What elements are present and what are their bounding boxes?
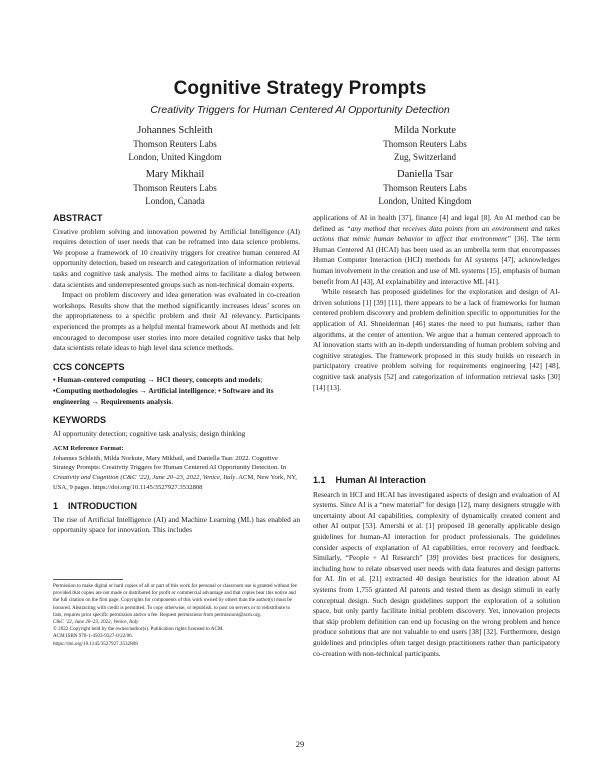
ccs-separator: ;: [260, 375, 263, 385]
footnote-venue: C&C ’22, June 20–23, 2022, Venice, Italy: [53, 619, 139, 626]
abstract-paragraph: Impact on problem discovery and idea generation was evaluated in co-creation workshops. Results show that the method significantly increases ideas’ scores on the appropriateness to a specific problem and their AI relevancy. Participants experienced the prompts as a helpful mental framework about AI methods and felt encouraged to decompose user stories into more detailed cognitive tasks that help data scientists relate ideas to high level data science methods.: [53, 290, 300, 353]
ccs-separator: ;: [214, 385, 219, 395]
subsection-paragraph: Research in HCI and HCAI has investigated aspects of design and evaluation of AI systems. Since AI is a “new material” for design [12], many designers struggle with uncertainty about AI capabilities, complexity of dynamically created content and other AI output [53]. Amershi et al. [1] proposed 18 generally applicable design guidelines for human-AI interaction for product professionals. The guidelines consider aspects of explanation of AI capabilities, error recovery and feedback. Similarly, “People + AI Research” [39] provides best practices for designers, including how to relate observed user needs with data features and design patterns for AI. Jin et al. [21] extracted 40 design heuristics for the ideation about AI systems from 1,755 granted AI patents and tested them as design stimuli in early conceptual design. Such design guidelines support the exploration of a solution space, but only partly facilitate initial problem discovery. Yet, innovation projects that skip problem definition can end up focusing on the wrong problem and hence produce solutions that are not valuable to end users [38] [32]. Furthermore, design guidelines and principles often target design practitioners rather than participatory co-creation with non-technical participants.: [313, 489, 560, 658]
section-title: Human AI Interaction: [335, 475, 426, 485]
author-location: London, United Kingdom: [128, 151, 222, 162]
permission-notice: Permission to make digital or hard copies of all or part of this work for personal or classroom use is granted without fee provided that copies are not made or distributed for profit or commercial advantage and that copies bear this notice and the full citation on the first page. Copyrights for components of this work owned by others than the author(s) must be honored. Abstracting with credit is permitted. To copy otherwise, or republish, to post on servers or to redistribute to lists, requires prior specific permission and/or a fee. Request permissions from permissions@acm.org.: [53, 583, 297, 618]
footnote: [53, 583, 300, 648]
paper-title: Cognitive Strategy Prompts: [173, 78, 427, 99]
section-title: INTRODUCTION: [68, 501, 138, 512]
author-affiliation: Thomson Reuters Labs: [383, 139, 467, 149]
reference-format: [53, 454, 300, 492]
reference-venue: Creativity and Cognition (C&C ’22), June 20–23, 2022, Venice, Italy: [53, 474, 236, 482]
subsection-heading: [313, 475, 560, 486]
intro-paragraph: The rise of Artificial Intelligence (AI) and Machine Learning (ML) has enabled an opportunity space for innovation. This includes: [53, 514, 300, 535]
paper-subtitle: Creativity Triggers for Human Centered AI Opportunity Detection: [150, 104, 450, 116]
author-name: Mary Mikhail: [145, 169, 205, 180]
paragraph-text: [36]. The term Human Centered AI (HCAI) has been used as an umbrella term that encompasses Human Computer Interaction (HCI) methods for AI systems [47], acknowledges human involvement in the creation and use of ML systems [15], emphasis of human benefit from AI [43], AI explainability and interactive ML [41].: [313, 234, 560, 286]
abstract-heading: ABSTRACT: [53, 213, 103, 223]
section-number: 1: [53, 501, 59, 512]
ccs-item: •Computing methodologies → Artificial intelligence: [53, 385, 215, 395]
ccs-concepts: [53, 375, 300, 407]
author-block: [315, 168, 535, 207]
ccs-heading: CCS CONCEPTS: [53, 361, 125, 372]
author-block: [65, 168, 285, 207]
author-location: London, Canada: [145, 195, 205, 206]
author-block: [65, 124, 285, 163]
paragraph-text: applications of AI in health [37], finance [4] and legal [8]. An AI method can be defined as: [313, 213, 560, 233]
ccs-item: • Human-centered computing → HCI theory, concepts and models: [53, 375, 261, 385]
author-location: Zug, Switzerland: [394, 151, 456, 162]
author-affiliation: Thomson Reuters Labs: [133, 139, 217, 149]
reference-pre: Johannes Schleith, Milda Norkute, Mary Mikhail, and Daniella Tsar. 2022. Cognitive Strategy Prompts: Creativity Triggers for Human Centered AI Opportunity Detection. In: [53, 454, 287, 472]
author-block: [315, 124, 535, 163]
reference-post: . ACM, New York, NY, USA, 9 pages. https://doi.org/10.1145/3527927.3532808: [53, 474, 297, 491]
right-column: [313, 213, 560, 393]
page-number: 29: [295, 739, 305, 749]
author-location: London, United Kingdom: [378, 195, 472, 206]
author-name: Johannes Schleith: [137, 125, 213, 136]
right-column-subsection: [313, 475, 560, 659]
keywords-text: AI opportunity detection; cognitive task analysis; design thinking: [53, 428, 246, 438]
footnote-isbn: ACM ISBN 978-1-4503-9327-0/22/06.: [53, 633, 133, 640]
author-affiliation: Thomson Reuters Labs: [133, 183, 217, 193]
definition-quote: “any method that receives data points from an environment and takes actions that mimic human behavior to affect that environment”: [313, 223, 561, 244]
abstract-paragraph: Creative problem solving and innovation powered by Artificial Intelligence (AI) requires detection of user needs that can be reframed into data science problems. We propose a framework of 10 creativity triggers for creative human centered AI opportunity detection, based on research and categorization of information retrieval tasks and cognitive task analysis. The method aims to facilitate a dialog between data scientists and underrepresented groups such as non-technical domain experts.: [53, 226, 300, 289]
intro-heading: [53, 501, 300, 512]
ccs-separator: .: [171, 396, 174, 406]
left-column: [53, 213, 300, 536]
reference-label: ACM Reference Format:: [53, 445, 124, 453]
intro-paragraph: [313, 213, 560, 287]
intro-paragraph: While research has proposed guidelines for the exploration and design of AI-driven solutions [1] [39] [11], there appears to be a lack of frameworks for human centered problem discovery and problem definition specific to opportunities for the application of AI. Shneiderman [46] states the need to put humans, rather than algorithms, at the center of attention. We argue that a human centered approach to AI innovation starts with an in-depth understanding of human problem solving and cognitive strategies. The framework proposed in this study builds on research in participatory creative problem solving for requirements engineering [42] [48], cognitive task analysis [52] and categorization of information retrieval tasks [30] [14] [13].: [313, 287, 560, 392]
footnote-doi: https://doi.org/10.1145/3527927.3532808: [53, 640, 138, 647]
footnote-copyright: © 2022 Copyright held by the owner/author(s). Publication rights licensed to ACM.: [53, 626, 224, 633]
keywords-heading: KEYWORDS: [53, 415, 107, 426]
author-name: Daniella Tsar: [397, 169, 453, 180]
author-name: Milda Norkute: [393, 125, 457, 136]
ccs-item: • Software and its engineering → Requirements analysis: [53, 385, 274, 406]
footnote-rule: [53, 579, 123, 580]
section-number: 1.1: [313, 475, 326, 485]
author-affiliation: Thomson Reuters Labs: [383, 183, 467, 193]
